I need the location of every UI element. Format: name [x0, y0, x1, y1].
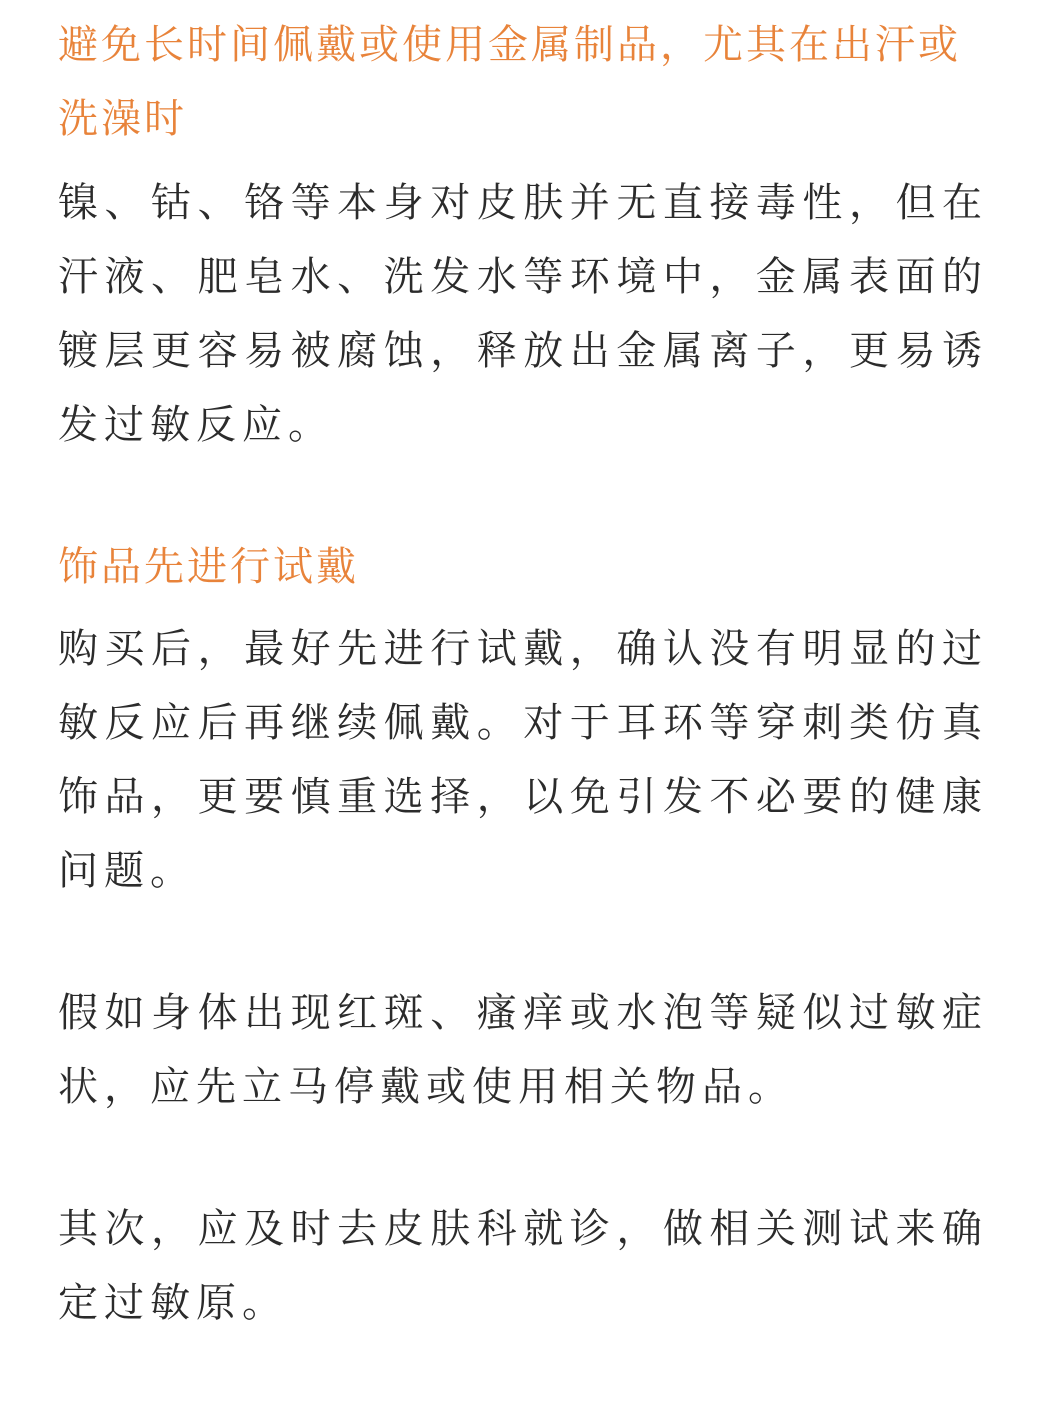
paragraph-see-dermatologist: 其次，应及时去皮肤科就诊，做相关测试来确定过敏原。 — [58, 1206, 988, 1326]
paragraph-try-on-advice: 购买后，最好先进行试戴，确认没有明显的过敏反应后再继续佩戴。对于耳环等穿刺类仿真饰品，更要慎重选择，以免引发不必要的健康问题。 — [58, 626, 988, 894]
section-heading-metal-wear: 避免长时间佩戴或使用金属制品，尤其在出汗或洗澡时 — [58, 22, 961, 142]
paragraph-stop-wearing: 假如身体出现红斑、瘙痒或水泡等疑似过敏症状，应先立马停戴或使用相关物品。 — [58, 990, 988, 1110]
paragraph-metal-corrosion: 镍、钴、铬等本身对皮肤并无直接毒性，但在汗液、肥皂水、洗发水等环境中，金属表面的镀层更容易被腐蚀，释放出金属离子，更易诱发过敏反应。 — [58, 180, 988, 448]
section-heading-try-on: 饰品先进行试戴 — [58, 544, 359, 590]
article-body — [58, 0, 988, 1340]
